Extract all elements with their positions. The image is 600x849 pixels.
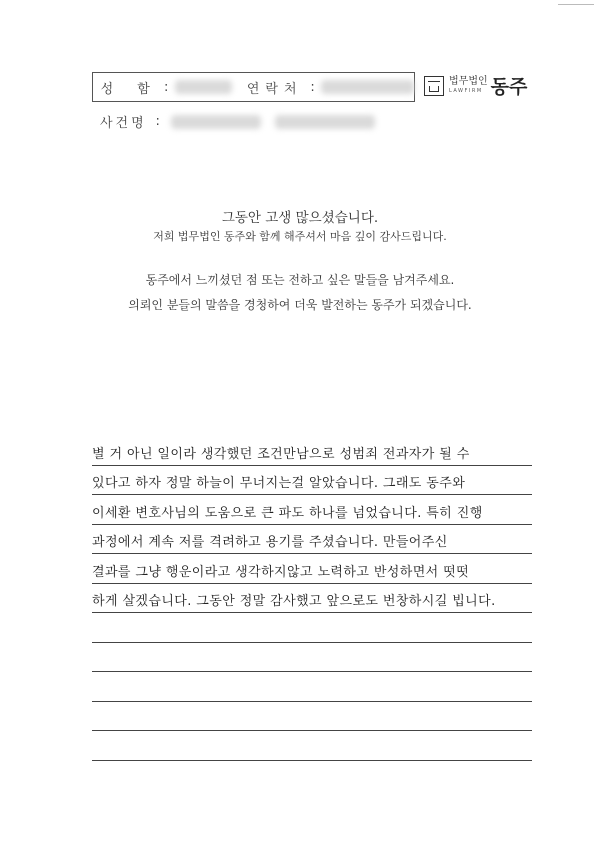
redacted-name: [175, 80, 232, 94]
logo-latin: LAWFIRM: [449, 88, 483, 94]
handwritten-line: [92, 672, 532, 702]
law-firm-logo: [424, 72, 527, 99]
handwritten-text: 있다고 하자 정말 하늘이 무너지는걸 알았습니다. 그래도 동주와: [92, 476, 466, 491]
logo-subtitle: 법무법인: [449, 76, 488, 87]
case-row: [100, 112, 375, 131]
redacted-case-1: [171, 115, 261, 129]
thanks-subtitle: 저희 법무법인 동주와 함께 해주셔서 마음 깊이 감사드립니다.: [153, 230, 447, 243]
promise-line: 의뢰인 분들의 말씀을 경청하여 더욱 발전하는 동주가 되겠습니다.: [128, 298, 472, 312]
law-firm-logo-icon: [424, 76, 444, 96]
handwritten-text: 과정에서 계속 저를 격려하고 용기를 주셨습니다. 만들어주신: [92, 535, 448, 550]
redacted-case-2: [275, 115, 375, 129]
logo-title: 동주: [490, 76, 528, 98]
client-info-box: [92, 72, 415, 102]
name-colon: :: [163, 79, 169, 95]
handwritten-lines: [92, 436, 532, 761]
handwritten-text: 하게 살겠습니다. 그동안 정말 감사했고 앞으로도 번창하시길 빕니다.: [92, 594, 496, 609]
name-label: 성 함: [100, 81, 160, 97]
handwritten-text: 이세환 변호사님의 도움으로 큰 파도 하나를 넘었습니다. 특히 진행: [92, 505, 483, 521]
handwritten-line: [92, 643, 532, 673]
handwritten-line: [92, 436, 532, 466]
handwritten-line: [92, 525, 532, 555]
request-line: 동주에서 느끼셨던 점 또는 전하고 싶은 말들을 남겨주세요.: [145, 273, 455, 287]
scan-edge-mark: [558, 4, 594, 5]
handwritten-line: [92, 554, 532, 584]
handwritten-line: [92, 702, 532, 732]
thanks-title: 그동안 고생 많으셨습니다.: [221, 210, 379, 226]
handwritten-line: [92, 495, 532, 525]
handwritten-line: [92, 584, 532, 614]
handwritten-line: [92, 731, 532, 761]
redacted-contact: [321, 80, 414, 94]
handwritten-text: 결과를 그냥 행운이라고 생각하지않고 노력하고 반성하면서 떳떳: [92, 564, 470, 580]
case-label: 사건명: [100, 116, 147, 131]
contact-label: 연락처: [246, 81, 303, 97]
handwritten-line: [92, 613, 532, 643]
contact-colon: :: [310, 79, 315, 95]
handwritten-text: 별 거 아닌 일이라 생각했던 조건만남으로 성범죄 전과자가 될 수: [92, 446, 470, 462]
case-colon: :: [155, 114, 160, 129]
handwritten-line: [92, 466, 532, 496]
